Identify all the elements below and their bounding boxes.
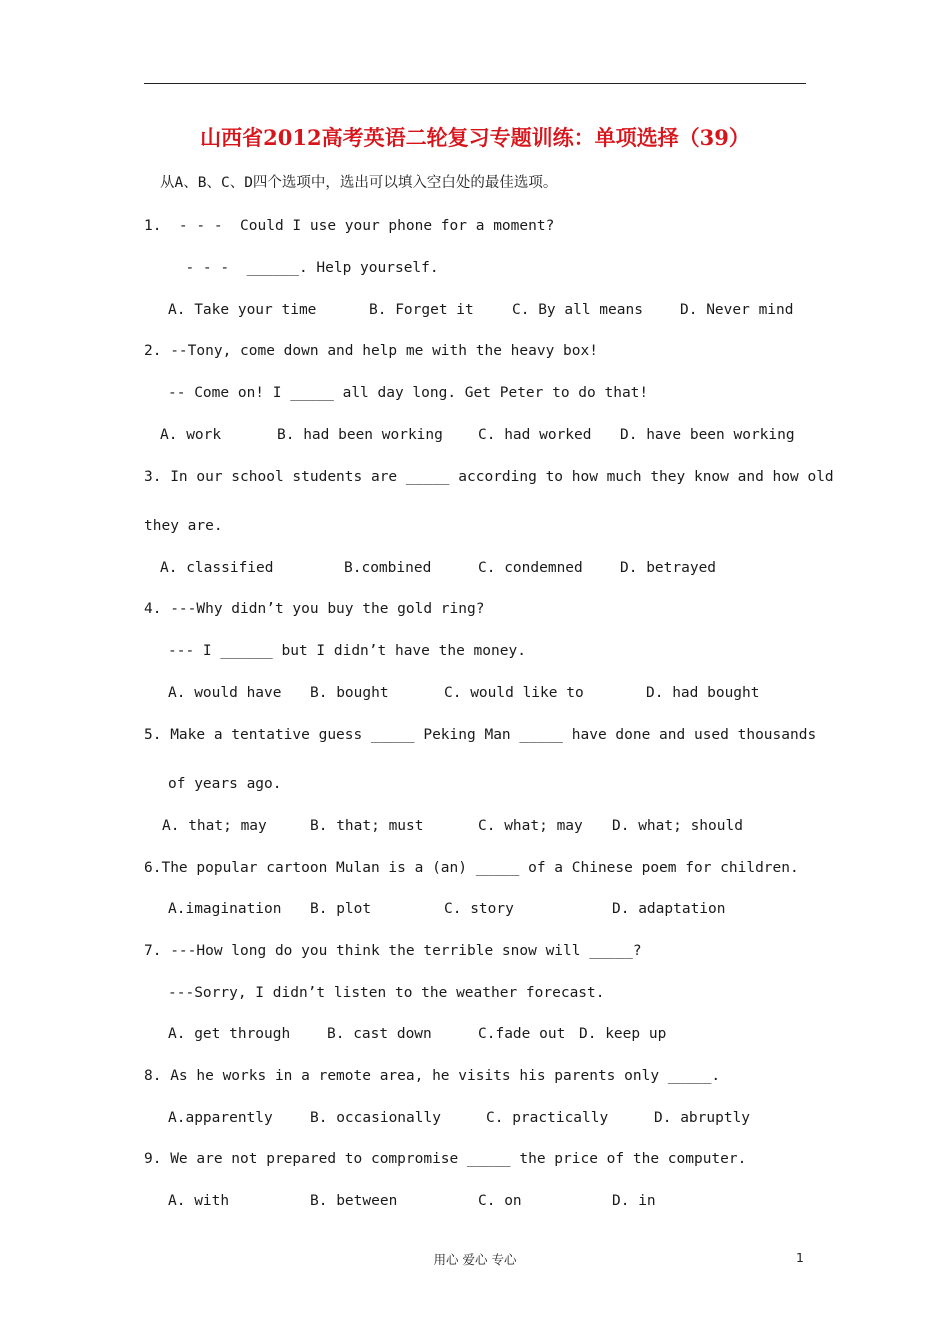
q3-option-c: C. condemned	[478, 560, 583, 576]
question-9-stem: 9. We are not prepared to compromise _____ the price of the computer.	[144, 1151, 747, 1167]
q5-option-a: A. that; may	[162, 818, 267, 834]
instruction: 从A、B、C、D四个选项中，选出可以填入空白处的最佳选项。	[160, 175, 558, 191]
question-8-stem: 8. As he works in a remote area, he visits his parents only _____.	[144, 1068, 721, 1084]
q9-option-c: C. on	[478, 1193, 522, 1209]
q8-option-d: D. abruptly	[654, 1110, 751, 1126]
q8-option-c: C. practically	[486, 1110, 609, 1126]
q2-option-a: A. work	[160, 427, 222, 443]
q6-option-a: A.imagination	[168, 901, 282, 917]
question-4-stem: 4. ---Why didn’t you buy the gold ring?	[144, 601, 485, 617]
question-7-stem: 7. ---How long do you think the terrible snow will _____?	[144, 943, 642, 959]
q6-option-b: B. plot	[310, 901, 372, 917]
question-5-stem: 5. Make a tentative guess _____ Peking Man _____ have done and used thousands	[144, 727, 817, 743]
q8-option-b: B. occasionally	[310, 1110, 441, 1126]
question-1-stem: 1. - - - Could I use your phone for a moment?	[144, 218, 555, 234]
q4-option-b: B. bought	[310, 685, 389, 701]
q3-option-d: D. betrayed	[620, 560, 717, 576]
q5-option-b: B. that; must	[310, 818, 424, 834]
question-1-reply: - - - ______. Help yourself.	[168, 260, 439, 276]
question-3-stem: 3. In our school students are _____ according to how much they know and how old	[144, 469, 834, 485]
q4-option-c: C. would like to	[444, 685, 584, 701]
q1-option-a: A. Take your time	[168, 302, 317, 318]
q2-option-b: B. had been working	[277, 427, 443, 443]
q6-option-d: D. adaptation	[612, 901, 726, 917]
q9-option-a: A. with	[168, 1193, 230, 1209]
page-number: 1	[796, 1250, 804, 1265]
q3-option-a: A. classified	[160, 560, 274, 576]
q2-option-d: D. have been working	[620, 427, 795, 443]
q4-option-d: D. had bought	[646, 685, 760, 701]
question-4-reply: --- I ______ but I didn’t have the money.	[168, 643, 526, 659]
page-footer: 用心 爱心 专心	[433, 1252, 517, 1267]
q7-option-d: D. keep up	[579, 1026, 667, 1042]
q7-option-a: A. get through	[168, 1026, 291, 1042]
page-title: 山西省2012高考英语二轮复习专题训练：单项选择（39）	[200, 125, 750, 150]
q9-option-b: B. between	[310, 1193, 398, 1209]
header-rule	[144, 83, 806, 84]
q9-option-d: D. in	[612, 1193, 656, 1209]
question-7-reply: ---Sorry, I didn’t listen to the weather forecast.	[168, 985, 605, 1001]
q5-option-d: D. what; should	[612, 818, 743, 834]
q2-option-c: C. had worked	[478, 427, 592, 443]
q5-option-c: C. what; may	[478, 818, 583, 834]
question-6-stem: 6.The popular cartoon Mulan is a (an) _____ of a Chinese poem for children.	[144, 860, 799, 876]
q1-option-c: C. By all means	[512, 302, 643, 318]
question-3-stem-cont: they are.	[144, 518, 223, 534]
q6-option-c: C. story	[444, 901, 514, 917]
question-2-reply: -- Come on! I _____ all day long. Get Peter to do that!	[168, 385, 649, 401]
q1-option-b: B. Forget it	[369, 302, 474, 318]
question-2-stem: 2. --Tony, come down and help me with the heavy box!	[144, 343, 598, 359]
q4-option-a: A. would have	[168, 685, 282, 701]
q1-option-d: D. Never mind	[680, 302, 794, 318]
question-5-stem-cont: of years ago.	[168, 776, 282, 792]
q7-option-b: B. cast down	[327, 1026, 432, 1042]
q8-option-a: A.apparently	[168, 1110, 273, 1126]
q3-option-b: B.combined	[344, 560, 432, 576]
q7-option-c: C.fade out	[478, 1026, 566, 1042]
